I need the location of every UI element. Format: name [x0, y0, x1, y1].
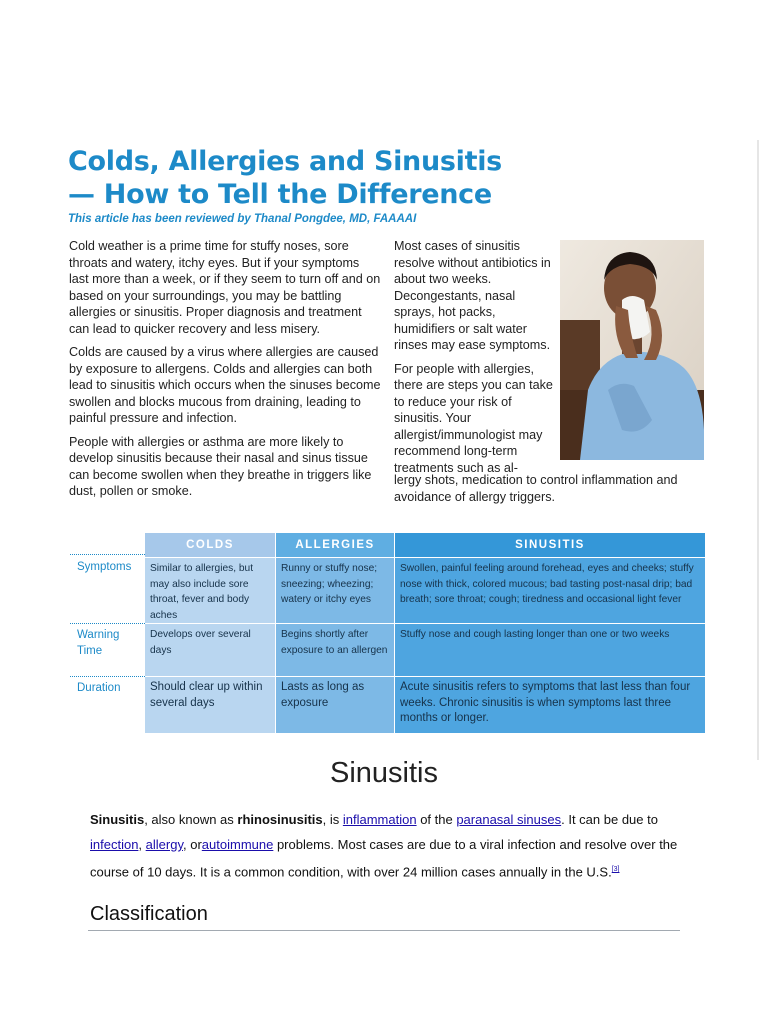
cell-colds-symptoms: Similar to allergies, but may also include sore throat, fever and body aches [145, 558, 275, 623]
header-colds: COLDS [145, 533, 275, 557]
link-autoimmune[interactable]: autoimmune [201, 837, 274, 852]
paragraph: lergy shots, medication to control inflammation and avoidance of allergy triggers. [394, 473, 678, 504]
section-heading-classification: Classification [90, 903, 208, 925]
title-line-2: — How to Tell the Difference [68, 179, 492, 210]
text: , also known as [144, 812, 238, 827]
text: . It can be due to [561, 812, 658, 827]
link-paranasal-sinuses[interactable]: paranasal sinuses [456, 812, 562, 827]
text: problems. Most cases are due to a viral infection and resolve over the course of 10 days. It is a common condition, with over 24 million cases annually in the U.S. [90, 837, 678, 880]
wiki-heading: Sinusitis [330, 757, 438, 789]
link-infection[interactable]: infection [90, 837, 139, 852]
article-column-2-continued [394, 472, 714, 512]
cell-sinusitis-duration: Acute sinusitis refers to symptoms that last less than four weeks. Chronic sinusitis is when symptoms last three months or longer. [395, 677, 705, 733]
cell-colds-warning: Develops over several days [145, 624, 275, 676]
article-column-2 [394, 238, 554, 476]
reference-link[interactable]: [3] [611, 866, 620, 873]
photo-illustration [560, 240, 704, 460]
paragraph: For people with allergies, there are steps you can take to reduce your risk of sinusitis. Your allergist/immunologist may recommend long-term treatments such as al- [394, 361, 553, 475]
term-sinusitis: Sinusitis [90, 812, 145, 827]
paragraph: Most cases of sinusitis resolve without antibiotics in about two weeks. Decongestants, nasal sprays, hot packs, humidifiers or salt water rinses may ease symptoms. [394, 239, 551, 352]
cell-colds-duration: Should clear up within several days [145, 677, 275, 733]
cell-allergies-duration: Lasts as long as exposure [276, 677, 394, 733]
cell-sinusitis-warning: Stuffy nose and cough lasting longer than one or two weeks [395, 624, 705, 676]
text: , is [322, 812, 343, 827]
link-inflammation[interactable]: inflammation [342, 812, 417, 827]
paragraph: Cold weather is a prime time for stuffy noses, sore throats and watery, itchy eyes. But if your symptoms last more than a week, or if they seem to turn off and on based on your surroundings, you may be battling allergies or sinusitis. Proper diagnosis and treatment can lead to quicker recovery and less misery. [69, 239, 381, 336]
section-rule [88, 930, 680, 931]
link-allergy[interactable]: allergy [145, 837, 183, 852]
row-label-warning-time: Warning Time [77, 629, 120, 657]
title-line-1: Colds, Allergies and Sinusitis [68, 146, 502, 177]
page-edge-shadow [757, 140, 759, 760]
cell-sinusitis-symptoms: Swollen, painful feeling around forehead, eyes and cheeks; stuffy nose with thick, colored mucous; bad tasting post-nasal drip; bad breath; sore throat; cough; tiredness and occasional light fever [395, 558, 705, 623]
header-allergies: ALLERGIES [276, 533, 394, 557]
paragraph: People with allergies or asthma are more likely to develop sinusitis because their nasal and sinus tissue can become swollen when they breathe in triggers like dust, pollen or smoke. [69, 434, 372, 498]
article-title [68, 145, 502, 211]
man-sneezing-photo [560, 240, 704, 460]
text: of the [416, 812, 457, 827]
cell-allergies-symptoms: Runny or stuffy nose; sneezing; wheezing; watery or itchy eyes [276, 558, 394, 623]
header-sinusitis: SINUSITIS [395, 533, 705, 557]
wiki-paragraph [90, 807, 680, 884]
cell-allergies-warning: Begins shortly after exposure to an allergen [276, 624, 394, 676]
row-label-duration: Duration [77, 682, 121, 694]
text: , or [183, 837, 202, 852]
text: , [138, 837, 146, 852]
row-label-symptoms: Symptoms [77, 561, 132, 573]
article-column-1 [69, 238, 381, 507]
term-rhinosinusitis: rhinosinusitis [237, 812, 323, 827]
paragraph: Colds are caused by a virus where allergies are caused by exposure to allergens. Colds and allergies can both lead to sinusitis which occurs when the sinuses become swollen and blocks mucous from draining, leading to painful pressure and infection. [69, 345, 381, 425]
reviewer-line: This article has been reviewed by Thanal Pongdee, MD, FAAAAI [68, 213, 417, 225]
